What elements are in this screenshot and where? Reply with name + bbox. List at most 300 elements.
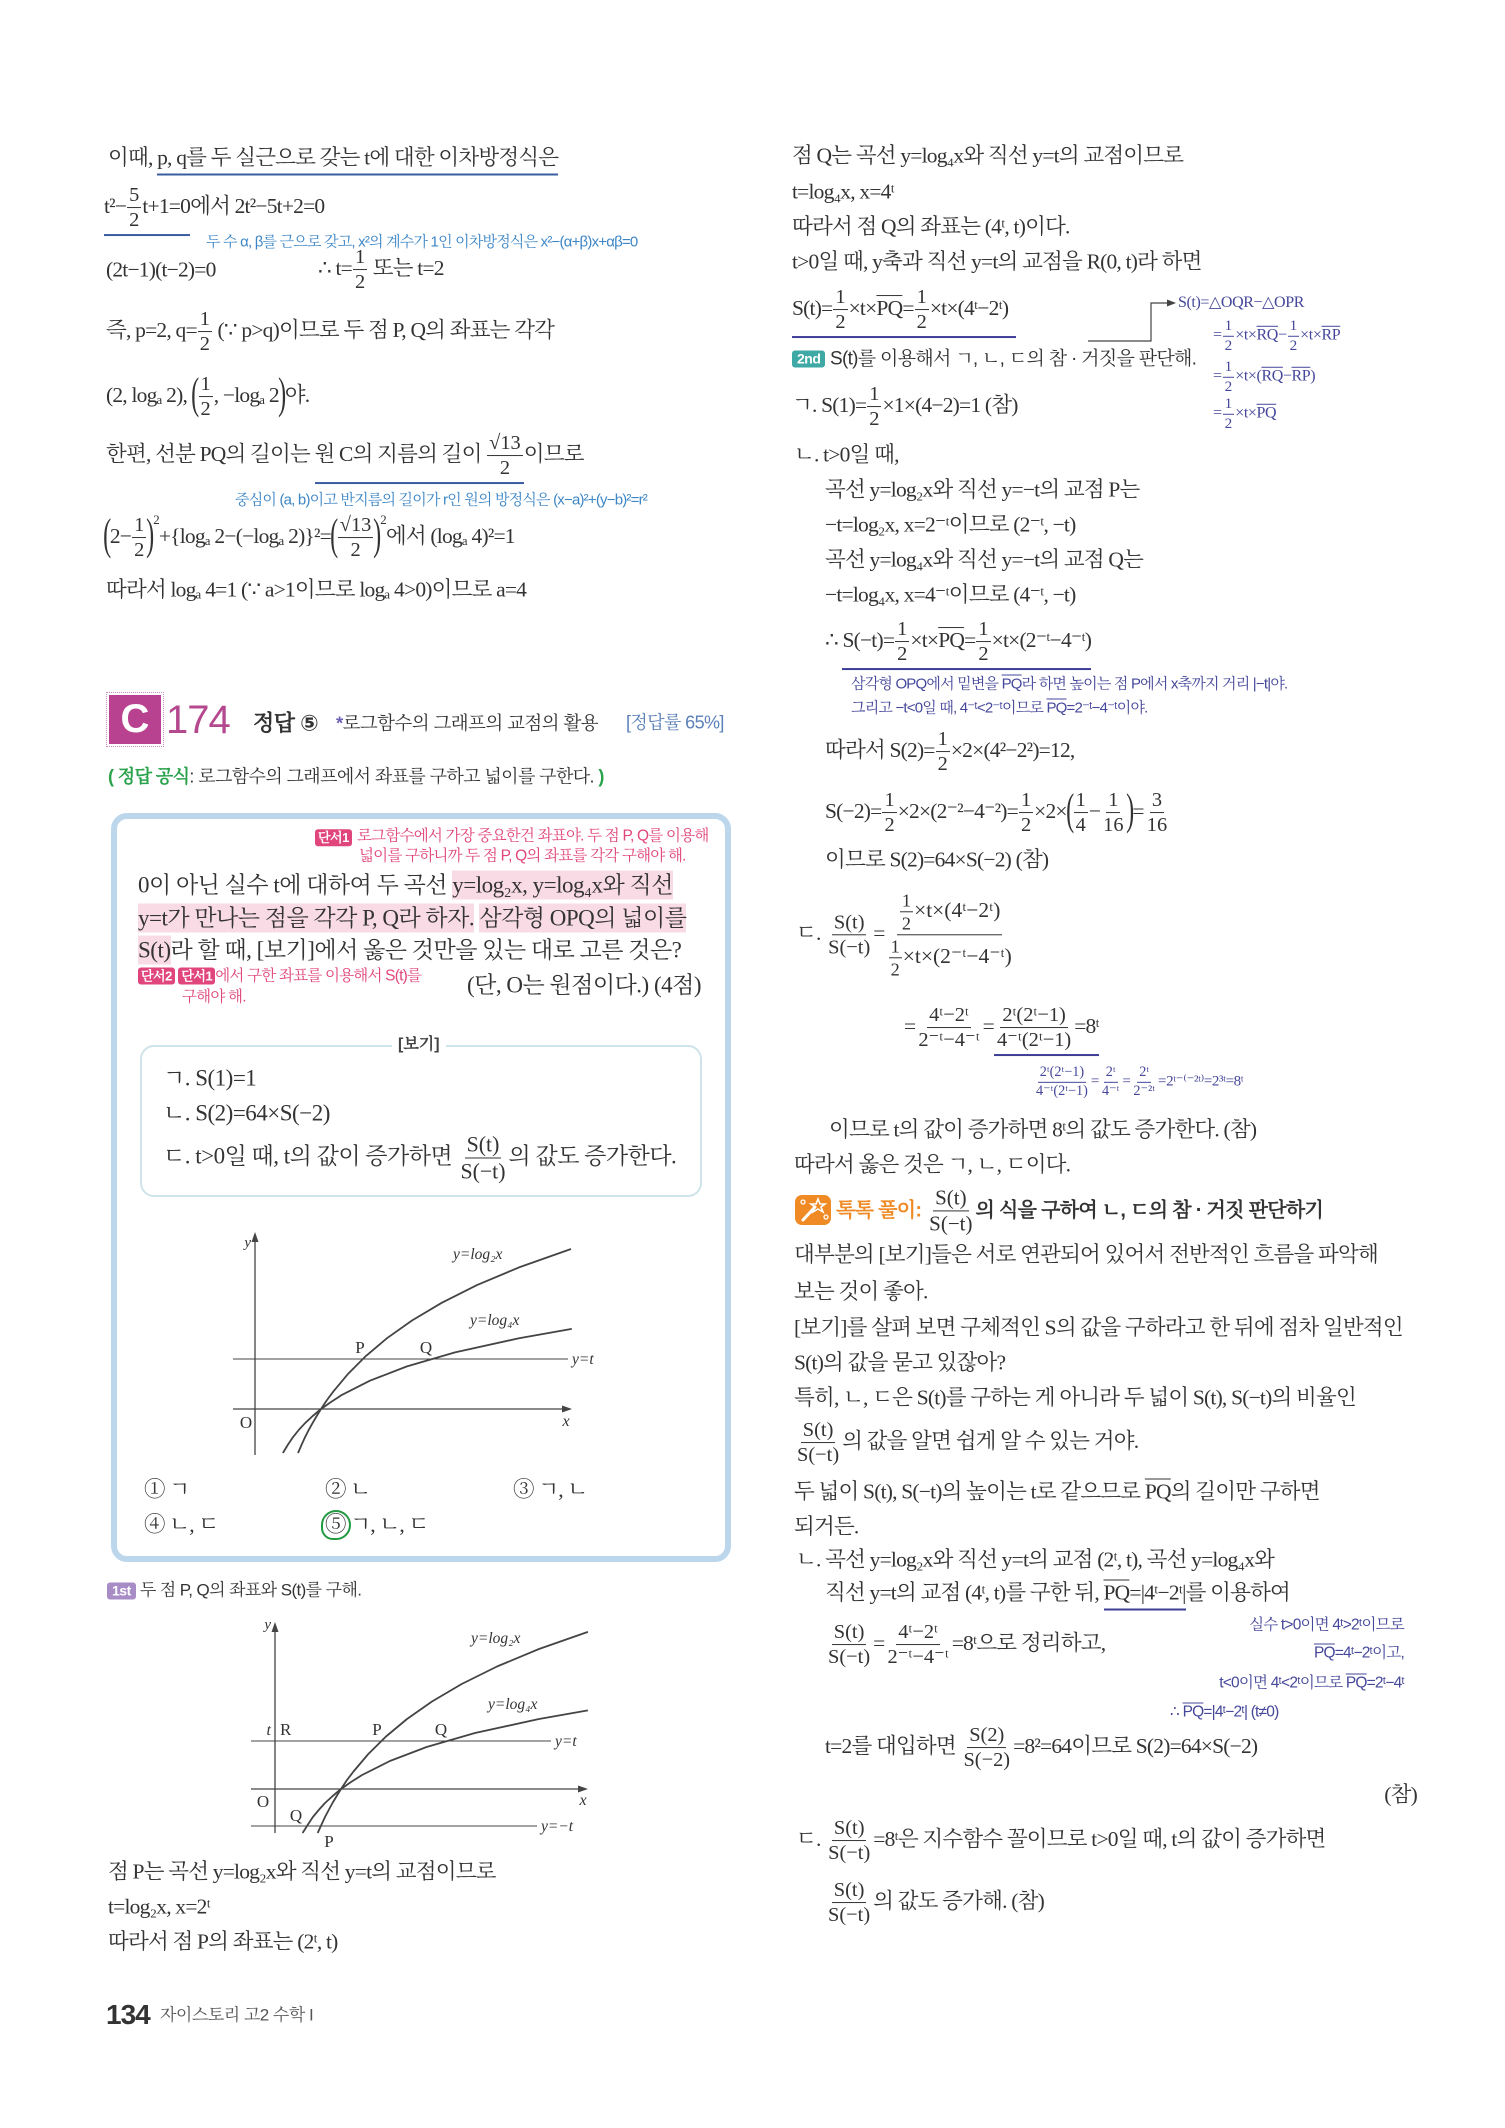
text: =8ᵗ으로 정리하고,: [951, 1630, 1106, 1655]
accuracy-rate: [정답률 65%]: [626, 712, 724, 733]
text: 또는 t=2: [368, 255, 444, 280]
fraction: [1101, 789, 1125, 837]
text: −: [1088, 798, 1101, 823]
denominator: [886, 936, 1014, 980]
close-paren: ): [598, 766, 604, 787]
text: =: [982, 1013, 994, 1038]
tip-label: 톡톡 풀이:: [836, 1199, 922, 1222]
numerator: √13: [487, 432, 523, 456]
numerator: S(t): [832, 1817, 867, 1841]
text: 이므로: [523, 441, 584, 466]
fraction: [936, 728, 950, 776]
fraction: [1223, 318, 1235, 354]
text: =2ᵗ⁻⁽⁻²ᵗ⁾=2³ᵗ=8ᵗ: [1158, 1073, 1244, 1090]
text: 즉, p=2, q=: [106, 317, 197, 342]
text: 에서 구한 좌표를 이용해서 S(t)를: [215, 967, 422, 985]
numerator: 2ᵗ: [1137, 1065, 1151, 1083]
numerator: S(t): [801, 1419, 836, 1443]
bogi-item-d: [163, 1132, 676, 1183]
choice-2[interactable]: ② ㄴ: [325, 1477, 371, 1502]
fraction: [889, 937, 902, 980]
bogi-item-g: ㄱ. S(1)=1: [163, 1065, 257, 1091]
step-1-text: 두 점 P, Q의 좌표와 S(t)를 구해.: [139, 1580, 362, 1600]
segment-rq: $\overline{RQ}$: [1261, 367, 1283, 385]
text: (2, logₐ 2),: [106, 382, 192, 407]
underlined-text: [315, 432, 524, 484]
segment-pq: $\overline{PQ}$: [1256, 404, 1277, 422]
text: =: [873, 920, 885, 945]
text: ×t×: [1235, 326, 1257, 344]
text: 야.: [284, 382, 310, 407]
fraction: [826, 1817, 872, 1865]
fraction: [487, 432, 523, 480]
therefore: ∴: [825, 627, 843, 652]
solution-line-s-neg2: [825, 785, 1170, 837]
denominator: 2: [890, 959, 900, 980]
tip-item-d-2: [825, 1879, 1044, 1927]
text: 0이 아닌 실수 t에 대하여 두 곡선: [138, 872, 453, 898]
problem-topic: [336, 710, 598, 737]
text: ∴: [1170, 1703, 1183, 1721]
curve-log4-label: y=log₄x: [488, 1696, 538, 1713]
curve-log4-label: y=log₄x: [470, 1312, 520, 1329]
line-y-t-label: y=t: [572, 1351, 594, 1368]
solution-line-distance-equation: [103, 510, 515, 562]
text: 두 넓이 S(t), S(−t)의 높이는 t로 같으므로: [794, 1479, 1145, 1504]
text: , −logₐ 2: [213, 382, 279, 407]
denominator: 2: [901, 913, 912, 934]
numerator: 1: [936, 728, 950, 752]
side-note-area-3: [1213, 359, 1315, 395]
magic-wand-icon: [794, 1194, 832, 1226]
text: =8ᵗ은 지수함수 꼴이므로 t>0일 때, t의 값이 증가하면: [873, 1826, 1326, 1851]
numerator: S(t): [933, 1186, 969, 1211]
text: ×2×: [1034, 798, 1067, 823]
tip-item-n-result: (참): [1384, 1782, 1417, 1807]
solution-line-q-x: t=log₄x, x=4ᵗ: [792, 179, 894, 204]
page-number: 134: [106, 1999, 150, 2030]
topic-text: 로그함수의 그래프의 교점의 활용: [342, 712, 599, 734]
segment-pq: $\overline{PQ}$: [1144, 1479, 1171, 1504]
fraction: [1019, 789, 1033, 837]
fraction: [1100, 1065, 1121, 1099]
right-paren: ): [1125, 785, 1134, 834]
t-tick-label: t: [266, 1722, 271, 1739]
segment-pq: $\overline{PQ}$: [938, 627, 965, 652]
underlined-text: p, q를 두 실근으로 갖는 t에 대한 이차방정식은: [157, 145, 558, 176]
choice-4[interactable]: ④ ㄴ, ㄷ: [144, 1512, 219, 1537]
segment-rq: $\overline{RQ}$: [1256, 326, 1278, 344]
fraction: [900, 890, 913, 933]
numerator: 1: [1223, 318, 1235, 337]
book-title: 자이스토리 고2 수학 I: [160, 2005, 314, 2025]
choice-3[interactable]: ③ ㄱ, ㄴ: [513, 1477, 588, 1502]
text: ㄱ. S(1)=: [792, 392, 867, 417]
denominator: 2: [937, 753, 948, 776]
exponent: 2: [153, 512, 159, 527]
solution-line-quadratic: [104, 184, 324, 236]
text: ×t×(: [1235, 367, 1262, 385]
fraction: [916, 1004, 981, 1052]
step-2-badge: 2nd: [792, 351, 825, 368]
fraction: [927, 1186, 974, 1235]
text: −: [1282, 367, 1292, 385]
x-axis-label: x: [562, 1413, 570, 1430]
text: 에서 2t²−5t+2=0: [190, 193, 325, 218]
line-y-neg-t-label: y=−t: [541, 1818, 574, 1835]
bogi-item-n: ㄴ. S(2)=64×S(−2): [163, 1100, 330, 1126]
text: =: [1132, 798, 1144, 823]
denominator: 2: [350, 539, 361, 562]
solution-line-diameter: [106, 432, 584, 484]
text: ㄷ.: [796, 1826, 826, 1851]
text: −: [1277, 326, 1287, 344]
solution-line-point-r: t>0일 때, y축과 직선 y=t의 교점을 R(0, t)라 하면: [792, 249, 1202, 274]
tip-line-3: [보기]를 살펴 보면 구체적인 S의 값을 구하라고 한 뒤에 점차 일반적인: [794, 1315, 1403, 1340]
line-y-t-label: y=t: [555, 1733, 577, 1750]
numerator: 1: [976, 618, 990, 642]
point-q-label: Q: [419, 1338, 433, 1357]
numerator: 1: [1106, 789, 1120, 813]
question-line-2: [138, 905, 686, 932]
numerator: 1: [1223, 396, 1235, 415]
fraction: [976, 618, 990, 666]
text: =2⁻ᵗ−4⁻ᵗ이야.: [1066, 699, 1148, 717]
text: 라 할 때, [보기]에서 옳은 것만을 있는 대로 고른 것은?: [170, 937, 682, 963]
fraction: [961, 1724, 1012, 1772]
compound-fraction: [886, 890, 1014, 979]
formula-text: : 로그함수의 그래프에서 좌표를 구하고 넓이를 구한다.: [189, 766, 599, 787]
text: =: [1213, 404, 1222, 422]
denominator: 2: [869, 408, 880, 431]
fraction: [995, 1004, 1073, 1052]
annotation-circle-equation: 중심이 (a, b)이고 반지름의 길이가 r인 원의 방정식은 (x−a)²+(y−b)²=r²: [235, 491, 647, 509]
tip-item-n-1: ㄴ. 곡선 y=log₂x와 직선 y=t의 교점 (2ᵗ, t), 곡선 y=log₄x와: [796, 1547, 1275, 1572]
solution-line-factor: (2t−1)(t−2)=0: [106, 257, 216, 282]
question-line-1: [138, 872, 673, 899]
hint-1-ref-badge: 단서1: [178, 968, 215, 985]
denominator: 2: [1224, 377, 1233, 395]
underlined-equation: [1104, 1580, 1186, 1611]
star-icon: *: [336, 712, 343, 734]
text: ∴ t=: [318, 255, 352, 280]
solution-line-p-x: t=log₂x, x=2ᵗ: [108, 1894, 210, 1919]
tip-item-n-2: [825, 1580, 1290, 1611]
text: t=2를 대입하면: [825, 1733, 961, 1758]
fraction: [826, 1621, 872, 1669]
text: 의 값도 증가한다.: [508, 1143, 677, 1169]
text: ×t×(2⁻ᵗ−4⁻ᵗ): [991, 627, 1092, 652]
numerator: 2ᵗ(2ᵗ−1): [1038, 1065, 1086, 1083]
solution-line-conclusion: 따라서 logₐ 4=1 (∵ a>1이므로 logₐ 4>0)이므로 a=4: [106, 577, 527, 602]
text: ×1×(4−2)=1 (참): [882, 392, 1018, 417]
denominator: S(−t): [828, 1842, 871, 1865]
text: =: [873, 1630, 885, 1655]
solution-line-p-neg: 곡선 y=log₂x와 직선 y=−t의 교점 P는: [825, 477, 1140, 502]
text: =: [964, 627, 976, 652]
hint-1-badge-wrap: [315, 826, 352, 846]
solution-item-g: [792, 383, 1018, 431]
hint-1-badge: 단서1: [315, 829, 352, 846]
y-axis-label: y: [264, 1617, 271, 1633]
point-p-label: P: [372, 1720, 382, 1739]
text: 따라서 S(2)=: [825, 737, 935, 762]
y-axis-label: y: [244, 1235, 251, 1251]
solution-item-d-ratio: [796, 890, 1015, 979]
text: 의 길이만 구하면: [1170, 1479, 1320, 1504]
connector-arrow-icon: [1088, 300, 1176, 342]
text: t+1=0: [142, 193, 191, 218]
denominator: 4⁻ᵗ: [1101, 1082, 1120, 1099]
numerator: 1: [900, 890, 913, 912]
exponent: 2: [380, 512, 386, 527]
curve-log2: [318, 1632, 588, 1833]
segment-pq: $\overline{PQ}$: [1313, 1644, 1335, 1662]
point-r-label: R: [280, 1720, 292, 1739]
numerator: 4ᵗ−2ᵗ: [896, 1621, 940, 1645]
text: (∵ p>q)이므로 두 점 P, Q의 좌표는 각각: [212, 317, 555, 342]
highlighted-text: y=log₂x, y=log₄x와 직선: [452, 872, 673, 898]
numerator: S(t): [832, 911, 867, 935]
side-note-area-1: S(t)=△OQR−△OPR: [1178, 294, 1304, 311]
fraction: [833, 286, 847, 334]
fraction: [132, 514, 146, 562]
underlined-equation: [792, 286, 1016, 338]
step-1-badge: 1st: [107, 1583, 136, 1600]
point-q-neg-label: Q: [289, 1806, 303, 1825]
point-p-neg-label: P: [324, 1832, 334, 1851]
denominator: 2: [200, 398, 211, 421]
hint-2-line-2: 구해야 해.: [182, 988, 246, 1006]
formula-label: 정답 공식: [113, 766, 190, 787]
right-paren: ): [277, 369, 286, 418]
tip-text: 의 식을 구하여 ㄴ, ㄷ의 참 · 거짓 판단하기: [975, 1199, 1324, 1222]
annotation-exponent: [1033, 1065, 1243, 1099]
denominator: 2: [1224, 336, 1233, 354]
text: =: [1122, 1073, 1131, 1090]
numerator: 1: [1019, 789, 1033, 813]
highlighted-text: y=t가 만나는 점을 각각 P, Q라 하자.: [138, 905, 475, 931]
text: =4ᵗ−2ᵗ이고,: [1334, 1644, 1404, 1662]
right-paren: ): [373, 510, 382, 559]
bogi-title: [보기]: [392, 1034, 446, 1056]
numerator: S(t): [465, 1132, 502, 1158]
fraction: [867, 383, 881, 431]
left-paren: (: [103, 510, 111, 559]
left-paren: (: [1065, 785, 1074, 834]
solution-final-answer: 따라서 옳은 것은 ㄱ, ㄴ, ㄷ이다.: [794, 1152, 1071, 1177]
segment-rp: $\overline{RP}$: [1291, 367, 1311, 385]
denominator: S(−t): [460, 1159, 506, 1184]
fraction: [338, 514, 374, 562]
text: 이때,: [108, 145, 158, 170]
text: 의 값을 알면 쉽게 알 수 있는 거야.: [842, 1428, 1139, 1453]
solution-line-p-coords: 따라서 점 P의 좌표는 (2ᵗ, t): [108, 1929, 338, 1954]
denominator: 2⁻ᵗ−4⁻ᵗ: [918, 1029, 980, 1052]
text: ×2×(4²−2²)=12,: [950, 737, 1075, 762]
denominator: S(−t): [797, 1444, 840, 1467]
numerator: 1: [132, 514, 146, 538]
numerator: 2ᵗ: [1104, 1065, 1118, 1083]
curve-log2-label: y=log₂x: [453, 1246, 503, 1263]
numerator: 1: [833, 286, 847, 310]
fraction: [1223, 396, 1235, 432]
x-axis-arrow-icon: [578, 1786, 588, 1793]
curve-log2-label: y=log₂x: [471, 1630, 521, 1647]
annotation-abs-2: [1314, 1644, 1404, 1663]
fraction: [1223, 359, 1235, 395]
hint-2-line-1: [138, 967, 421, 986]
fraction: [1034, 1065, 1090, 1099]
hint-1-line-2: 넓이를 구하니까 두 점 P, Q의 좌표를 각각 구해야 해.: [359, 847, 686, 865]
tip-line-8: 되거든.: [794, 1514, 859, 1539]
solution-line-n-result: 이므로 S(2)=64×S(−2) (참): [825, 847, 1049, 872]
fraction: [795, 1419, 841, 1467]
fraction: [353, 246, 367, 294]
step-2-heading: [792, 346, 1196, 373]
open-paren: (: [108, 766, 114, 787]
question-line-3: [138, 937, 681, 964]
annotation-vieta: 두 수 α, β를 근으로 갖고, x²의 계수가 1인 이차방정식은 x²−(α+β)x+αβ=0: [206, 233, 638, 251]
numerator: 3: [1150, 789, 1164, 813]
text: =: [904, 1013, 916, 1038]
denominator: 4⁻ᵗ(2ᵗ−1): [996, 1029, 1072, 1052]
x-axis-label: x: [579, 1792, 587, 1809]
fraction: [882, 789, 896, 837]
fraction: [915, 286, 929, 334]
text: =: [1213, 367, 1222, 385]
tip-line-5: 특히, ㄴ, ㄷ은 S(t)를 구하는 게 아니라 두 넓이 S(t), S(−t)의 비율인: [794, 1385, 1356, 1410]
solution-line-d-result: 이므로 t의 값이 증가하면 8ᵗ의 값도 증가한다. (참): [829, 1117, 1257, 1142]
denominator: 16: [1146, 814, 1168, 837]
text: =: [1090, 1073, 1099, 1090]
text: =8ᵗ: [1074, 1013, 1099, 1038]
fraction: [127, 184, 141, 232]
side-note-area-4: [1213, 396, 1276, 432]
answer-formula: [108, 764, 604, 791]
choice-5[interactable]: ⑤ ㄱ, ㄴ, ㄷ: [325, 1512, 429, 1537]
denominator: 2: [199, 333, 210, 356]
segment-rp: $\overline{RP}$: [1321, 326, 1341, 344]
denominator: 16: [1103, 814, 1124, 837]
segment-pq: $\overline{PQ}$: [1001, 675, 1022, 693]
fraction: [826, 911, 872, 959]
annotation-abs-1: 실수 t>0이면 4ᵗ>2ᵗ이므로: [1249, 1616, 1404, 1634]
tip-line-2: 보는 것이 좋아.: [794, 1279, 928, 1304]
fraction: [198, 308, 212, 356]
numerator: 1: [1223, 359, 1235, 378]
tip-line-4: S(t)의 값을 묻고 있잖아?: [794, 1350, 1006, 1375]
fraction: [1074, 789, 1088, 837]
numerator: 1: [867, 383, 881, 407]
solution-line-roots: [318, 246, 444, 294]
tip-line-6: [794, 1419, 1138, 1467]
text: ×t×: [1235, 404, 1257, 422]
text: 삼각형 OPQ에서 밑변을: [851, 675, 1002, 693]
text: ×t×(4ᵗ−2ᵗ): [929, 295, 1009, 320]
right-paren: ): [146, 510, 155, 559]
solution-line-pq-values: [106, 308, 554, 356]
denominator: 2: [134, 539, 145, 562]
text: t²−: [104, 193, 127, 218]
text: ×t×: [848, 295, 877, 320]
denominator: 2⁻ᵗ−4⁻ᵗ: [887, 1646, 949, 1669]
solution-line-area-s-neg: [825, 618, 1091, 670]
text: ㄷ.: [796, 920, 826, 945]
curve-log4: [303, 1710, 588, 1833]
text: =2ᵗ−4ᵗ: [1366, 1674, 1404, 1692]
denominator: 2: [1020, 814, 1032, 837]
point-q-label: Q: [434, 1720, 448, 1739]
solution-line-quadratic-intro: [108, 145, 558, 176]
origin-label: O: [239, 1413, 253, 1432]
text: 에서 (logₐ 4)²=1: [385, 523, 515, 548]
selected-answer-circle: [321, 1510, 351, 1540]
denominator: S(−t): [828, 1904, 871, 1927]
difficulty-badge: C: [109, 695, 161, 744]
text: 그리고 −t<0일 때, 4⁻ᵗ<2⁻ᵗ이므로: [851, 699, 1047, 717]
highlighted-text: 삼각형 OPQ의 넓이를: [479, 905, 687, 931]
text: =8²=64이므로 S(2)=64×S(−2): [1013, 1733, 1258, 1758]
underlined-equation: [994, 1004, 1099, 1056]
text: 직선 y=t의 교점 (4ᵗ, t)를 구한 뒤,: [825, 1580, 1104, 1605]
tip-item-n-4: [825, 1724, 1257, 1772]
numerator: 5: [127, 184, 141, 208]
solution-line-q-neg: 곡선 y=log₄x와 직선 y=−t의 교점 Q는: [825, 547, 1144, 572]
text: ×t×(2⁻ᵗ−4⁻ᵗ): [902, 944, 1012, 969]
text: =|4ᵗ−2ᵗ|: [1129, 1580, 1186, 1605]
numerator: 1: [915, 286, 929, 310]
fraction: [1145, 789, 1169, 837]
denominator: 2: [499, 457, 511, 480]
tip-heading: [836, 1186, 1323, 1235]
text: S(−2)=: [825, 798, 882, 823]
text: 라 하면 높이는 점 P에서 x축까지 거리 |−t|야.: [1021, 675, 1288, 693]
solution-line-point-p: 점 P는 곡선 y=log₂x와 직선 y=t의 교점이므로: [108, 1859, 496, 1884]
solution-item-n-intro: ㄴ. t>0일 때,: [794, 442, 899, 467]
tip-line-1: 대부분의 [보기]들은 서로 연관되어 있어서 전반적인 흐름을 파악해: [794, 1242, 1378, 1267]
denominator: 2: [1289, 336, 1298, 354]
text: 를 이용하여: [1185, 1580, 1291, 1605]
denominator: S(−t): [828, 1646, 871, 1669]
denominator: S(−t): [929, 1211, 973, 1236]
text: =|4ᵗ−2ᵗ| (t≠0): [1203, 1703, 1279, 1721]
point-p-label: P: [355, 1338, 365, 1357]
numerator: 1: [895, 618, 909, 642]
numerator: S(2): [967, 1724, 1006, 1748]
step-2-text: S(t)를 이용해서 ㄱ, ㄴ, ㄷ의 참 · 거짓을 판단해.: [829, 348, 1197, 370]
numerator: 1: [882, 789, 896, 813]
text: 원 C의 지름의 길이: [314, 441, 487, 466]
underlined-equation: [842, 618, 1091, 670]
numerator: 1: [1074, 789, 1088, 813]
solution-line-q-coords: 따라서 점 Q의 좌표는 (4ᵗ, t)이다.: [792, 214, 1070, 239]
text: =: [902, 295, 914, 320]
segment-pq: $\overline{PQ}$: [1103, 1580, 1130, 1605]
choice-1[interactable]: ① ㄱ: [144, 1477, 190, 1502]
text: t<0이면 4ᵗ<2ᵗ이므로: [1219, 1674, 1346, 1692]
text: ㄷ. t>0일 때, t의 값이 증가하면: [163, 1143, 458, 1169]
denominator: 4⁻ᵗ(2ᵗ−1): [1036, 1082, 1088, 1099]
numerator: √13: [338, 514, 374, 538]
denominator: 2: [978, 643, 989, 666]
step-1-heading: [107, 1577, 361, 1604]
segment-pq: $\overline{PQ}$: [1345, 1674, 1367, 1692]
denominator: 2: [129, 209, 140, 232]
segment-pq: $\overline{PQ}$: [876, 295, 903, 320]
numerator: 1: [198, 308, 212, 332]
denominator: S(−2): [963, 1749, 1011, 1772]
